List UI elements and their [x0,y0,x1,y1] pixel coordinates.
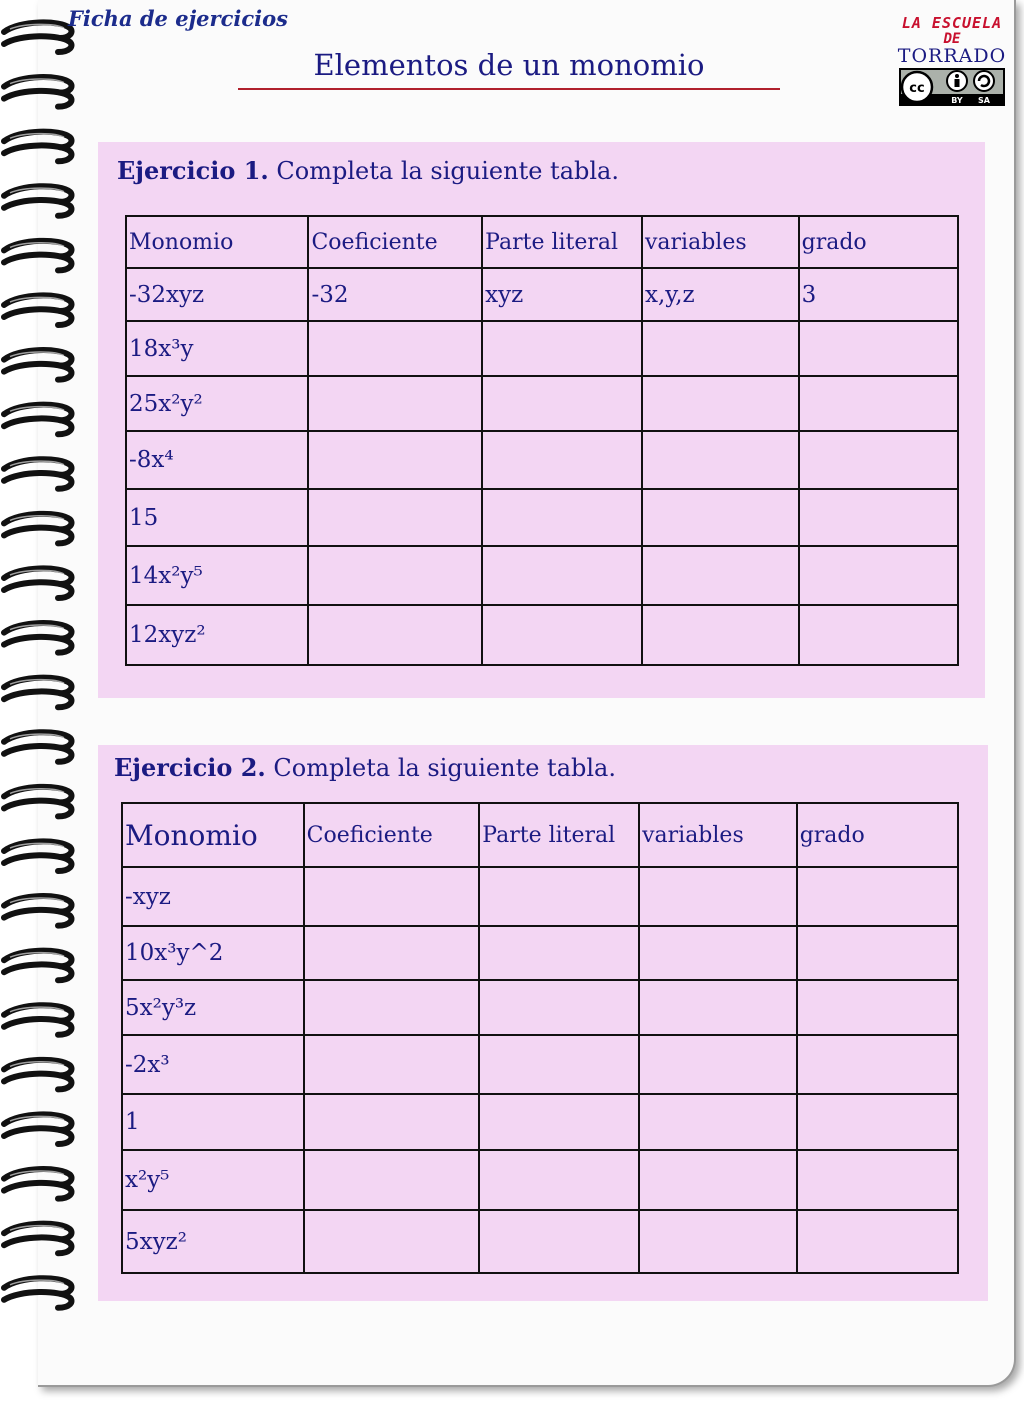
logo-line-1: LA ESCUELA [901,14,1003,32]
exercise-1-heading [117,156,619,185]
answer-cell[interactable] [639,926,797,980]
answer-cell[interactable] [639,1035,797,1094]
spiral-ring-icon [4,22,72,52]
worksheet-label: Ficha de ejercicios [68,6,288,31]
answer-cell[interactable] [308,546,482,605]
spiral-ring-icon [4,1060,72,1090]
answer-cell[interactable] [304,1094,480,1150]
table-row [126,546,958,605]
answer-cell[interactable] [304,1210,480,1273]
exercise-2-heading [114,753,616,782]
monomial-cell: -8x⁴ [126,431,308,489]
spiral-ring-icon [4,1278,72,1308]
spiral-ring-icon [4,241,72,271]
spiral-ring-icon [4,295,72,325]
answer-cell[interactable] [799,546,958,605]
school-logo [896,14,1008,124]
column-header: grado [797,803,958,867]
column-header: Parte literal [479,803,639,867]
answer-cell[interactable] [479,1210,639,1273]
answer-cell[interactable] [642,376,799,431]
answer-cell[interactable] [799,489,958,546]
monomial-cell: -xyz [122,867,304,926]
spiral-ring-icon [4,678,72,708]
table-row [122,867,958,926]
spiral-ring-icon [4,514,72,544]
answer-cell[interactable] [799,321,958,376]
answer-cell[interactable] [308,489,482,546]
page-title: Elementos de un monomio [238,48,780,90]
logo-line-2: DE [943,31,961,47]
answer-cell[interactable] [639,1094,797,1150]
by-text: BY [951,96,963,105]
monomial-cell: 5x²y³z [122,980,304,1035]
table-row [126,321,958,376]
table-row [122,926,958,980]
table-row [126,489,958,546]
spiral-ring-icon [4,951,72,981]
answer-cell[interactable] [639,980,797,1035]
spiral-ring-icon [4,77,72,107]
answer-cell[interactable] [304,926,480,980]
spiral-ring-icon [4,623,72,653]
monomial-cell: -32xyz [126,268,308,321]
answer-cell[interactable] [642,489,799,546]
spiral-ring-icon [4,459,72,489]
sa-text: SA [978,96,990,105]
answer-cell[interactable] [639,1150,797,1210]
answer-cell[interactable] [797,926,958,980]
cc-license-icon [899,68,1005,106]
table-row [122,980,958,1035]
answer-cell[interactable] [797,980,958,1035]
answer-cell[interactable] [797,1094,958,1150]
answer-cell[interactable] [308,376,482,431]
answer-cell[interactable] [797,867,958,926]
answer-cell[interactable]: 3 [799,268,958,321]
monomial-cell: 5xyz² [122,1210,304,1273]
exercise-2-instruction: Completa la siguiente tabla. [273,754,616,782]
exercise-1-table [125,215,959,666]
answer-cell[interactable] [479,867,639,926]
table-row [126,268,958,321]
table-header-row [126,216,958,268]
column-header: Coeficiente [304,803,480,867]
spiral-ring-icon [4,186,72,216]
monomial-cell: 12xyz² [126,605,308,665]
answer-cell[interactable] [639,1210,797,1273]
monomial-cell: x²y⁵ [122,1150,304,1210]
answer-cell[interactable] [482,489,642,546]
column-header: Parte literal [482,216,642,268]
answer-cell[interactable] [799,431,958,489]
answer-cell[interactable] [482,431,642,489]
answer-cell[interactable] [479,1150,639,1210]
answer-cell[interactable] [799,605,958,665]
answer-cell[interactable] [308,321,482,376]
answer-cell[interactable] [642,321,799,376]
answer-cell[interactable]: -32 [308,268,482,321]
answer-cell[interactable] [482,605,642,665]
answer-cell[interactable] [304,980,480,1035]
spiral-ring-icon [4,1169,72,1199]
table-row [122,1150,958,1210]
column-header: variables [642,216,799,268]
answer-cell[interactable] [797,1150,958,1210]
monomial-cell: 15 [126,489,308,546]
spiral-ring-icon [4,841,72,871]
spiral-ring-icon [4,1224,72,1254]
answer-cell[interactable] [304,867,480,926]
spiral-ring-icon [4,405,72,435]
exercise-1-label: Ejercicio 1. [117,156,269,185]
answer-cell[interactable] [482,321,642,376]
answer-cell[interactable] [797,1210,958,1273]
answer-cell[interactable] [642,546,799,605]
spiral-ring-icon [4,732,72,762]
answer-cell[interactable] [639,867,797,926]
monomial-cell: -2x³ [122,1035,304,1094]
table-row [126,605,958,665]
monomial-cell: 14x²y⁵ [126,546,308,605]
answer-cell[interactable] [482,546,642,605]
answer-cell[interactable] [479,926,639,980]
table-row [122,1094,958,1150]
monomial-cell: 18x³y [126,321,308,376]
exercise-2-label: Ejercicio 2. [114,753,266,782]
spiral-ring-icon [4,896,72,926]
spiral-binding [0,10,80,1380]
answer-cell[interactable] [308,605,482,665]
monomial-cell: 1 [122,1094,304,1150]
answer-cell[interactable] [799,376,958,431]
exercise-2-table [121,802,959,1274]
column-header: Monomio [126,216,308,268]
table-header-row [122,803,958,867]
column-header: Coeficiente [308,216,482,268]
spiral-ring-icon [4,568,72,598]
table-row [126,376,958,431]
column-header: variables [639,803,797,867]
column-header: grado [799,216,958,268]
answer-cell[interactable] [797,1035,958,1094]
cc-text: cc [909,81,925,96]
table-row [122,1210,958,1273]
monomial-cell: 10x³y^2 [122,926,304,980]
answer-cell[interactable] [304,1035,480,1094]
spiral-ring-icon [4,1005,72,1035]
spiral-ring-icon [4,132,72,162]
spiral-ring-icon [4,1114,72,1144]
answer-cell[interactable]: xyz [482,268,642,321]
answer-cell[interactable] [304,1150,480,1210]
table-row [126,431,958,489]
column-header: Monomio [122,803,304,867]
answer-cell[interactable] [642,431,799,489]
answer-cell[interactable] [642,605,799,665]
answer-cell[interactable] [482,376,642,431]
answer-cell[interactable]: x,y,z [642,268,799,321]
answer-cell[interactable] [479,1035,639,1094]
table-row [122,1035,958,1094]
spiral-ring-icon [4,787,72,817]
logo-line-3: TORRADO [897,45,1007,67]
spiral-ring-icon [4,350,72,380]
answer-cell[interactable] [308,431,482,489]
answer-cell[interactable] [479,980,639,1035]
monomial-cell: 25x²y² [126,376,308,431]
answer-cell[interactable] [479,1094,639,1150]
exercise-1-instruction: Completa la siguiente tabla. [276,157,619,185]
